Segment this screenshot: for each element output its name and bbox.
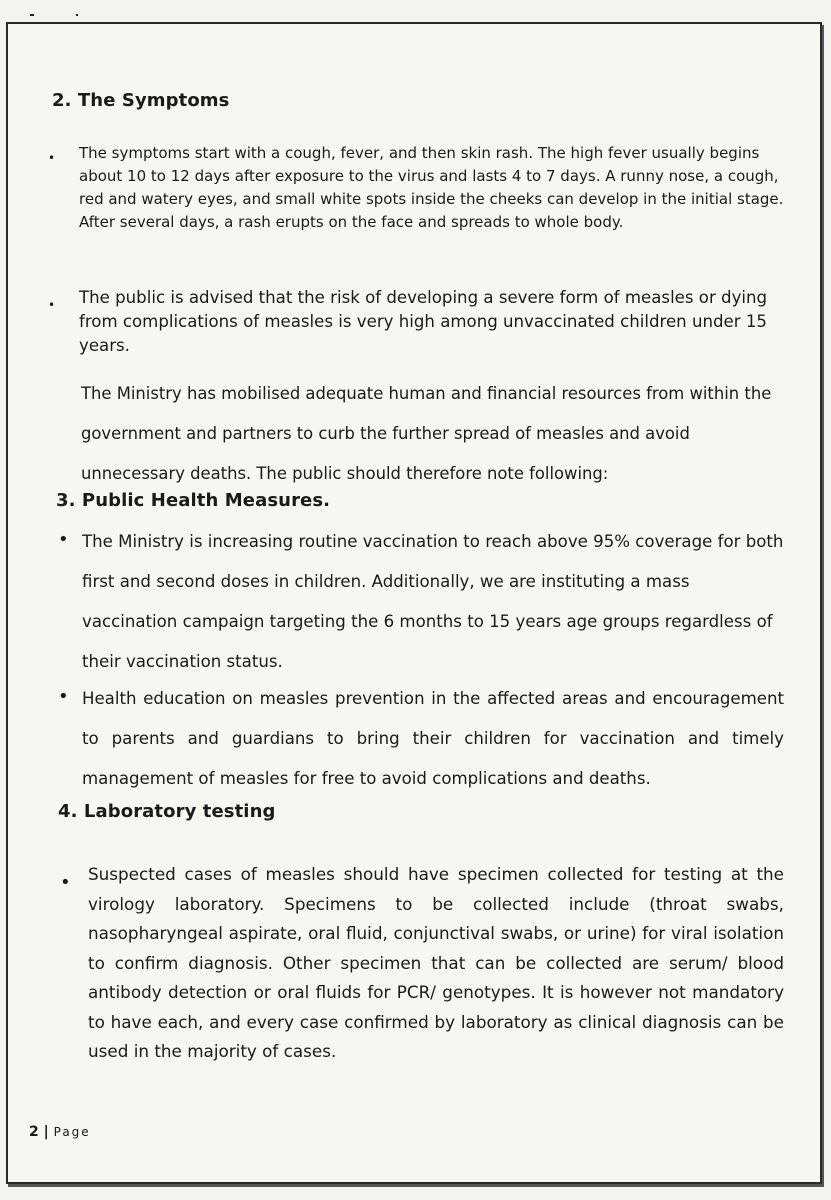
bullet-dot: • — [58, 686, 69, 707]
heading-public-health-measures: 3. Public Health Measures. — [56, 490, 331, 511]
page-word: Page — [53, 1125, 91, 1139]
page-frame — [6, 22, 822, 1184]
heading-symptoms: 2. The Symptoms — [52, 90, 230, 111]
page-number: 2 — [29, 1124, 39, 1140]
ministry-paragraph: The Ministry has mobilised adequate human and financial resources from within the government and partners to curb the further spread of measles and avoid unnecessary deaths. The public should therefore note following: — [81, 384, 772, 483]
scan-speck — [76, 14, 78, 16]
bullet-dot: • — [48, 151, 56, 165]
lab-bullet-1: Suspected cases of measles should have specimen collected for testing at the virology laboratory. Specimens to be collected include (throat swabs, nasopharyngeal aspirate, oral fluid, conjunctival swabs, or urine) for viral isolation to confirm diagnosis. Other specimen that can be collected are serum/ blood antibody detection or oral fluids for PCR/ genotypes. It is however not mandatory to have each, and every case confirmed by laboratory as clinical diagnosis can be used in the majority of cases. — [88, 864, 784, 1061]
heading-laboratory-testing: 4. Laboratory testing — [58, 801, 276, 822]
symptoms-bullet-1: The symptoms start with a cough, fever, and then skin rash. The high fever usually begins about 10 to 12 days after exposure to the virus and lasts 4 to 7 days. A runny nose, a cough, red and watery eyes, and small white spots inside the cheeks can develop in the initial stage. After several days, a rash erupts on the face and spreads to whole body. — [79, 144, 784, 231]
symptoms-bullet-2: The public is advised that the risk of developing a severe form of measles or dying from complications of measles is very high among unvaccinated children under 15 years. — [79, 288, 768, 355]
measures-bullet-1: The Ministry is increasing routine vaccination to reach above 95% coverage for both first and second doses in children. Additionally, we are instituting a mass vaccination campaign targeting the 6 months to 15 years age groups regardless of their vaccination status. — [82, 532, 784, 671]
scan-speck — [30, 14, 34, 16]
bullet-dot: • — [58, 529, 69, 550]
bullet-dot: • — [60, 872, 71, 893]
measures-bullet-2: Health education on measles prevention in the affected areas and encouragement to parents and guardians to bring their children for vaccination and timely management of measles for free to avoid complications and deaths. — [82, 689, 784, 788]
bullet-dot: • — [48, 298, 56, 312]
page-footer — [29, 1124, 91, 1140]
page-separator: | — [43, 1124, 49, 1140]
